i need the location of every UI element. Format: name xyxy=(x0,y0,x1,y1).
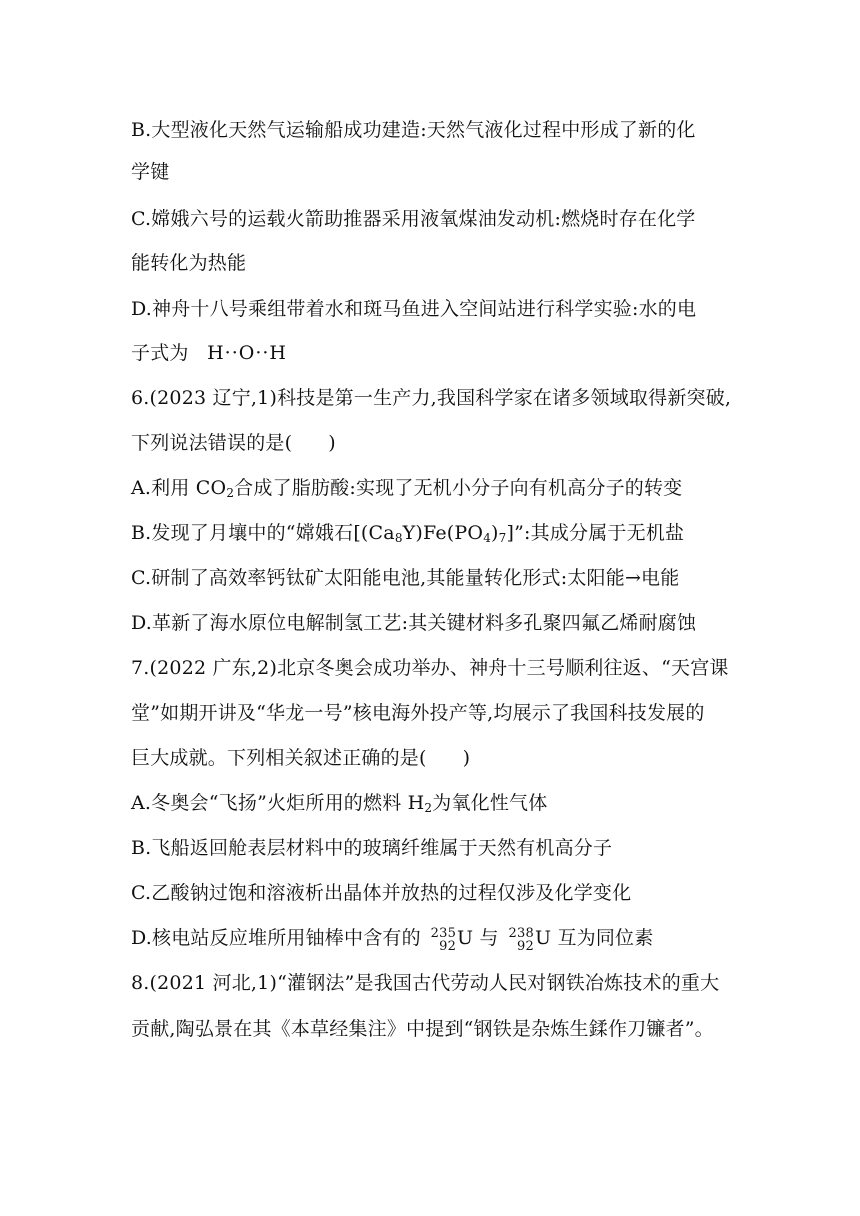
q6-option-a-subscript: 2 xyxy=(226,486,235,500)
q6-option-b-post: ]”:其成分属于无机盐 xyxy=(506,522,685,544)
q6-option-b-sub1: 8 xyxy=(394,531,403,545)
q7-stem-line3 xyxy=(131,746,470,770)
isotope-notation-1 xyxy=(427,926,457,954)
q6-stem-line2 xyxy=(131,431,336,455)
isotope-notation-2 xyxy=(505,926,535,954)
q7-option-a-subscript: 2 xyxy=(424,801,433,815)
q5-option-c-line2: 能转化为热能 xyxy=(131,252,247,274)
q5-option-c-line1: C.嫦娥六号的运载火箭助推器采用液氧煤油发动机:燃烧时存在化学 xyxy=(131,208,696,230)
q6-option-a-post: 合成了脂肪酸:实现了无机小分子向有机高分子的转变 xyxy=(234,477,683,499)
q7-option-a xyxy=(131,791,547,815)
q6-option-b xyxy=(131,521,684,545)
q6-option-b-mid: Y)Fe(PO xyxy=(402,522,484,544)
isotope-2-symbol: U xyxy=(534,927,552,949)
q6-option-a-pre: A.利用 CO xyxy=(131,477,227,499)
q6-option-c: C.研制了高效率钙钛矿太阳能电池,其能量转化形式:太阳能→电能 xyxy=(131,567,680,589)
q6-stem-line1: 6.(2023 辽宁,1)科技是第一生产力,我国科学家在诸多领域取得新突破, xyxy=(131,387,732,409)
isotope-2-atomic-number: 92 xyxy=(517,939,534,954)
q7-option-d-post: 互为同位素 xyxy=(557,927,654,949)
isotope-1-atomic-number: 92 xyxy=(439,939,457,954)
q7-option-d-mid: 与 xyxy=(479,927,499,949)
q6-stem-close: ) xyxy=(328,432,336,454)
q6-stem-text: 下列说法错误的是( xyxy=(131,432,293,454)
q5-option-d-line1: D.神舟十八号乘组带着水和斑马鱼进入空间站进行科学实验:水的电 xyxy=(131,298,697,320)
q7-stem-line1: 7.(2022 广东,2)北京冬奥会成功举办、神舟十三号顺利往返、“天宫课 xyxy=(131,657,729,679)
isotope-2-mass-number: 238 xyxy=(508,926,534,941)
q6-option-b-sub3: 7 xyxy=(498,531,507,545)
q7-option-d xyxy=(131,926,654,954)
q7-stem-close: ) xyxy=(462,747,471,769)
isotope-1-symbol: U xyxy=(457,927,474,949)
water-electron-formula: H··O··H xyxy=(207,342,287,364)
q6-option-b-mid2: ) xyxy=(491,522,499,544)
q5-option-d-line2 xyxy=(131,341,287,365)
q5-option-b-line2: 学键 xyxy=(131,161,170,183)
q7-option-b: B.飞船返回舱表层材料中的玻璃纤维属于天然有机高分子 xyxy=(131,837,613,859)
q6-option-a xyxy=(131,476,682,500)
q6-option-d: D.革新了海水原位电解制氢工艺:其关键材料多孔聚四氟乙烯耐腐蚀 xyxy=(131,612,697,634)
q6-option-b-pre: B.发现了月壤中的“嫦娥石[(Ca xyxy=(131,522,395,544)
q8-stem-line1: 8.(2021 河北,1)“灌钢法”是我国古代劳动人民对钢铁冶炼技术的重大 xyxy=(131,972,720,994)
q7-option-a-pre: A.冬奥会“飞扬”火炬所用的燃料 H xyxy=(131,792,425,814)
q5-option-d-text: 子式为 xyxy=(131,342,189,364)
q5-option-b-line1: B.大型液化天然气运输船成功建造:天然气液化过程中形成了新的化 xyxy=(131,119,696,141)
q7-option-c: C.乙酸钠过饱和溶液析出晶体并放热的过程仅涉及化学变化 xyxy=(131,882,632,904)
q7-stem-line2: 堂”如期开讲及“华龙一号”核电海外投产等,均展示了我国科技发展的 xyxy=(131,702,705,724)
q6-option-b-sub2: 4 xyxy=(483,531,492,545)
q7-stem-text: 巨大成就。下列相关叙述正确的是( xyxy=(131,747,427,769)
q7-option-a-post: 为氧化性气体 xyxy=(432,792,548,814)
q7-option-d-pre: D.核电站反应堆所用铀棒中含有的 xyxy=(131,927,421,949)
q8-stem-line2: 贡献,陶弘景在其《本草经集注》中提到“钢铁是杂炼生鍒作刀镰者”。 xyxy=(131,1018,714,1040)
isotope-1-mass-number: 235 xyxy=(430,926,457,941)
